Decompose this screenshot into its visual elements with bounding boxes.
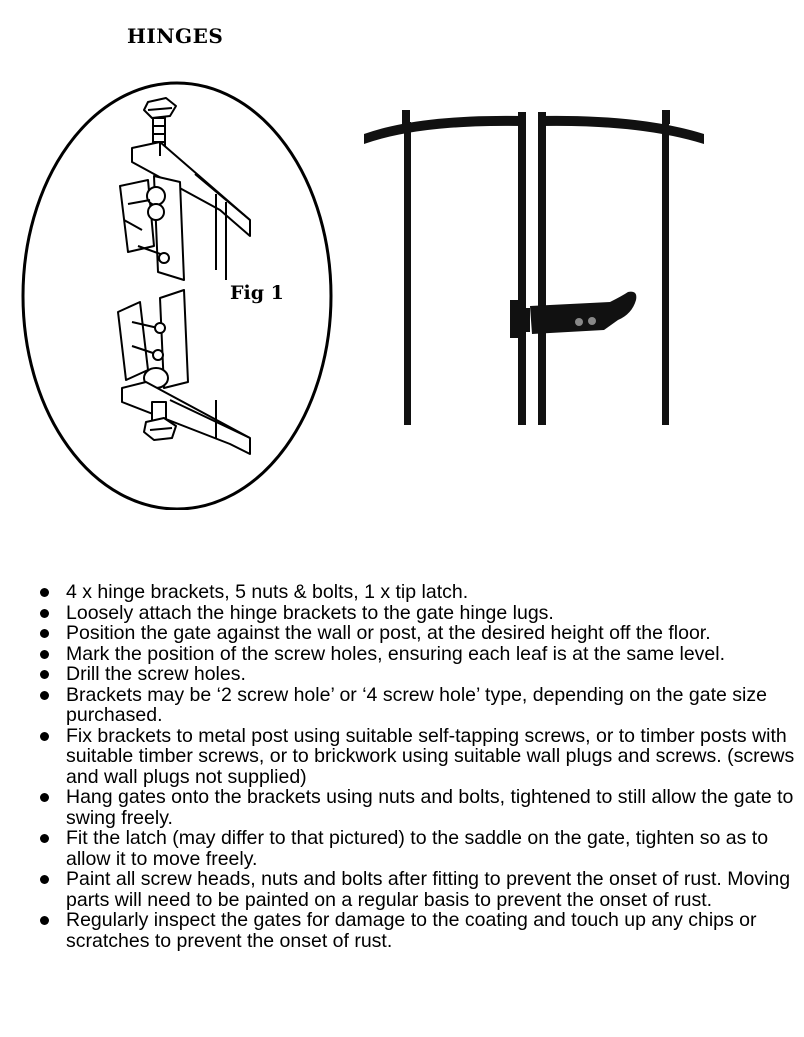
list-item: Fix brackets to metal post using suitable self-tapping screws, or to timber posts with suitable timber screws, or to brickwork using suitable wall plugs and screws. (screws and wall plugs not supplied) [36,726,796,788]
list-item: Brackets may be ‘2 screw hole’ or ‘4 screw hole’ type, depending on the gate size purchased. [36,685,796,726]
hinge-illustration [20,70,340,510]
list-item: Loosely attach the hinge brackets to the gate hinge lugs. [36,603,796,624]
list-item: Fit the latch (may differ to that pictured) to the saddle on the gate, tighten so as to allow it to move freely. [36,828,796,869]
section-heading: HINGES [127,24,224,48]
list-item: Paint all screw heads, nuts and bolts after fitting to prevent the onset of rust. Moving parts will need to be painted on a regular basis to prevent the onset of rust. [36,869,796,910]
instruction-list [36,582,796,951]
list-item: Hang gates onto the brackets using nuts and bolts, tightened to still allow the gate to swing freely. [36,787,796,828]
list-item: Regularly inspect the gates for damage to the coating and touch up any chips or scratches to prevent the onset of rust. [36,910,796,951]
figure-label: Fig 1 [230,282,284,304]
list-item: 4 x hinge brackets, 5 nuts & bolts, 1 x tip latch. [36,582,796,603]
list-item: Position the gate against the wall or post, at the desired height off the floor. [36,623,796,644]
list-item: Mark the position of the screw holes, ensuring each leaf is at the same level. [36,644,796,665]
gate-latch-illustration [360,100,720,430]
list-item: Drill the screw holes. [36,664,796,685]
